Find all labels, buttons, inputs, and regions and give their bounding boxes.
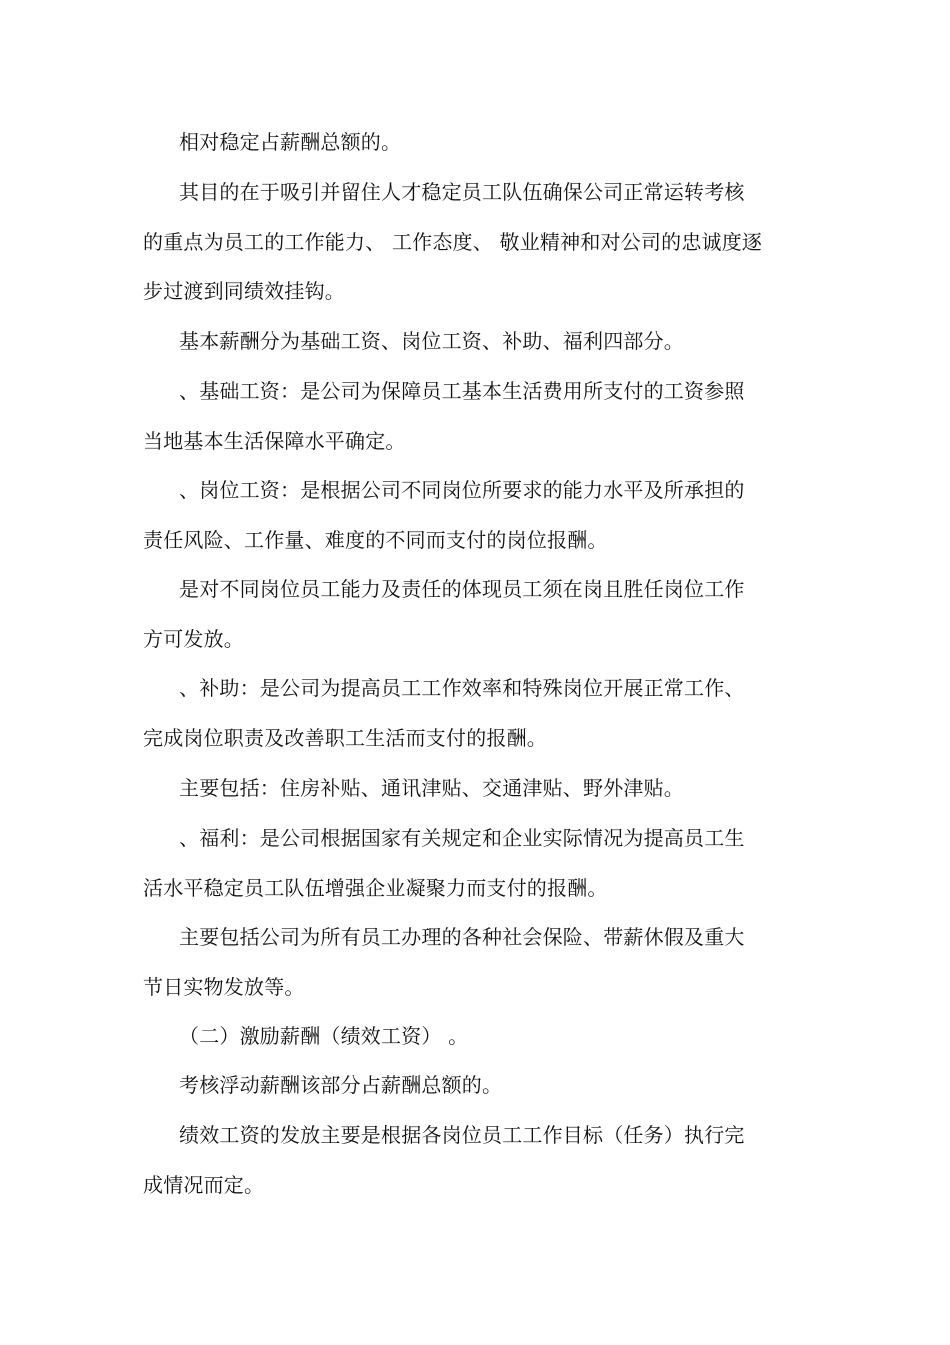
text-line: 是对不同岗位员工能力及责任的体现员工须在岗且胜任岗位工作 xyxy=(179,577,745,601)
text-line: 、福利：是公司根据国家有关规定和企业实际情况为提高员工生 xyxy=(179,826,745,850)
text-line: 绩效工资的发放主要是根据各岗位员工工作目标（任务）执行完 xyxy=(179,1123,745,1147)
paragraph-12 xyxy=(143,1061,803,1111)
paragraph-10 xyxy=(143,913,803,1012)
paragraph-7 xyxy=(143,664,803,763)
text-line: 主要包括：住房补贴、通讯津贴、交通津贴、野外津贴。 xyxy=(179,776,684,800)
text-line: 步过渡到同绩效挂钩。 xyxy=(143,279,345,303)
text-line: 活水平稳定员工队伍增强企业凝聚力而支付的报酬。 xyxy=(143,875,608,900)
text-line: 相对稳定占薪酬总额的。 xyxy=(179,130,402,154)
paragraph-6 xyxy=(143,565,803,664)
paragraph-13 xyxy=(143,1111,803,1210)
paragraph-8 xyxy=(143,764,803,814)
text-line: 成情况而定。 xyxy=(143,1172,265,1197)
text-line: 、岗位工资：是根据公司不同岗位所要求的能力水平及所承担的 xyxy=(179,478,745,502)
text-line: 基本薪酬分为基础工资、岗位工资、补助、福利四部分。 xyxy=(179,329,684,353)
paragraph-1 xyxy=(143,118,803,168)
paragraph-3 xyxy=(143,317,803,367)
paragraph-5 xyxy=(143,466,803,565)
text-line: 责任风险、工作量、难度的不同而支付的岗位报酬。 xyxy=(143,527,608,552)
text-line: 其目的在于吸引并留住人才稳定员工队伍确保公司正常运转考核 xyxy=(179,180,745,204)
text-line: 、补助：是公司为提高员工工作效率和特殊岗位开展正常工作、 xyxy=(179,676,745,700)
text-line: 、基础工资：是公司为保障员工基本生活费用所支付的工资参照 xyxy=(179,379,745,403)
text-line: （二）激励薪酬（绩效工资） 。 xyxy=(179,1024,469,1048)
paragraph-9 xyxy=(143,814,803,913)
text-line: 主要包括公司为所有员工办理的各种社会保险、带薪休假及重大 xyxy=(179,925,745,949)
paragraph-2 xyxy=(143,168,803,317)
text-line: 完成岗位职责及改善职工生活而支付的报酬。 xyxy=(143,725,547,750)
paragraph-4 xyxy=(143,367,803,466)
text-line: 方可发放。 xyxy=(143,626,244,651)
text-line: 的重点为员工的工作能力、 工作态度、 敬业精神和对公司的忠诚度逐 xyxy=(143,229,763,254)
text-line: 节日实物发放等。 xyxy=(143,974,305,999)
paragraph-11 xyxy=(143,1012,803,1062)
text-line: 考核浮动薪酬该部分占薪酬总额的。 xyxy=(179,1073,503,1097)
text-line: 当地基本生活保障水平确定。 xyxy=(143,428,406,453)
